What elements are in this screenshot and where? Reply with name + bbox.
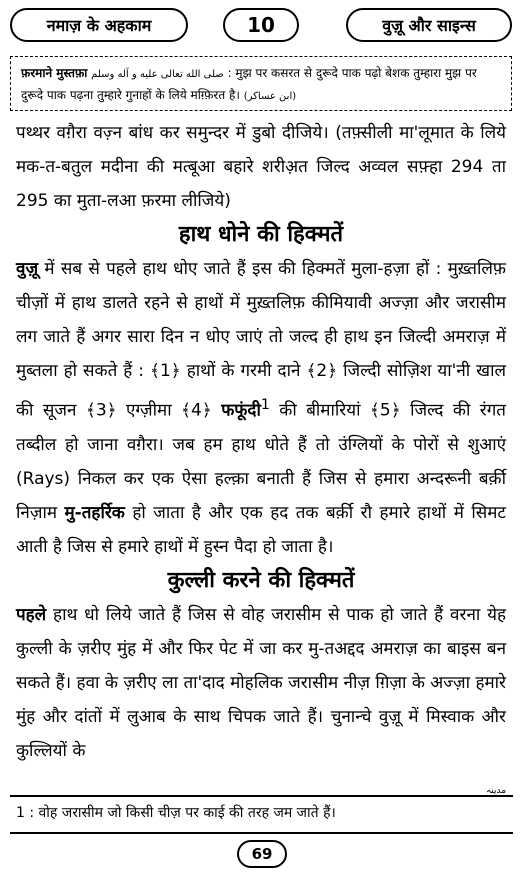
heading-hand-washing: हाथ धोने की हिक्मतें <box>178 222 344 247</box>
header-chapter-title: वुज़ू और साइन्स <box>346 8 512 42</box>
footnote-marker: مدینہ <box>486 786 507 796</box>
footer-divider <box>10 832 513 834</box>
header-page-number: 10 <box>223 8 299 42</box>
quote-salutation: صلى الله تعالى عليه و آله وسلم <box>91 69 224 80</box>
paragraph-2-part-b: की बीमारियां ﴾5﴿ जिल्द की रंगत तब्दील हो जाना वग़ैरा। जब हम हाथ धोते हैं तो उंग्लियों के पोरों से शुआएं (Rays) निकल कर एक ऐसा हल्क़ा बनाती हैं जिस से हमारा अन्दरूनी बर्क़ी निज़ाम <box>16 400 506 523</box>
footnote-text: 1 : वोह जरासीम जो किसी चीज़ पर काई की तरह जम जाते हैं। <box>16 805 336 821</box>
heading-gargling: कुल्ली करने की हिक्मतें <box>167 567 355 593</box>
paragraph-2-bold-term: फफूंदी <box>221 400 261 421</box>
quote-text: : मुझ पर कसरत से दुरूदे पाक पढ़ो बेशक तुम्हारा मुझ पर दुरूदे पाक पढ़ना तुम्हारे गुनाहों के लिये मग़्फ़िरत है। <box>21 66 477 102</box>
paragraph-1: पथ्थर वग़ैरा वज़्न बांध कर समुन्दर में डुबो दीजिये। (तफ़्सीली मा'लूमात के लिये मक-त-बतुल मदीना की मत्बूआ बहारे शरीअ़त जिल्द अव्वल सफ़्हा 294 ता 295 का मुता-लआ फ़रमा लीजिये) <box>16 123 506 211</box>
paragraph-3-text: हाथ धो लिये जाते हैं जिस से वोह जरासीम से पाक हो जाते हैं वरना येह कुल्ली के ज़रीए मुंह में और फिर पेट में जा कर मु-तअद्दद अमराज़ का बाइस बन सकते हैं। हवा के ज़रीए ला ता'दाद मोहलिक जरासीम नीज़ ग़िज़ा के अज्ज़ा हमारे मुंह और दांतों में लुआब के साथ चिपक जाते हैं। चुनान्चे वुज़ू में मिस्वाक और कुल्लियों के <box>16 604 506 761</box>
paragraph-2-bold-term-2: मु-तहर्रिक <box>64 502 125 523</box>
body-text <box>16 116 506 768</box>
paragraph-2-part-a: में सब से पहले हाथ धोए जाते हैं इस की हिक्मतें मुला-हज़ा हों : मुख़्तलिफ़ चीज़ों में हाथ डालते रहने से हाथों में मुख़्तलिफ़ कीमियावी अज्ज़ा और जरासीम लग जाते हैं अगर सारा दिन न धोए जाएं तो जल्द ही हाथ इन जिल्दी अमराज़ में मुब्तला हो सकते हैं : ﴾1﴿ हाथों के गरमी दाने ﴾2﴿ जिल्दी सोज़िश या'नी खाल की सूजन ﴾3﴿ एग्ज़ीमा ﴾4﴿ <box>16 259 506 421</box>
footer-page-number: 69 <box>237 840 287 868</box>
header-book-title: नमाज़ के अहकाम <box>10 8 188 42</box>
paragraph-2 <box>16 252 506 564</box>
quote-source: (ابن عساکر) <box>243 91 297 102</box>
paragraph-3-lead: पहले <box>16 604 47 625</box>
paragraph-3 <box>16 598 506 768</box>
footnote-divider <box>10 795 513 797</box>
quote-label: फ़रमाने मुस्तफ़ा <box>21 66 88 80</box>
footnote-reference: 1 <box>260 397 270 413</box>
paragraph-2-part-c: हो जाता है और एक हद तक बर्क़ी रौ हमारे हाथों में सिमट आती है जिस से हमारे हाथों में हुस्न पैदा हो जाता है। <box>16 502 506 557</box>
paragraph-2-lead: वुज़ू <box>16 259 39 279</box>
hadith-quote-box <box>10 56 512 111</box>
